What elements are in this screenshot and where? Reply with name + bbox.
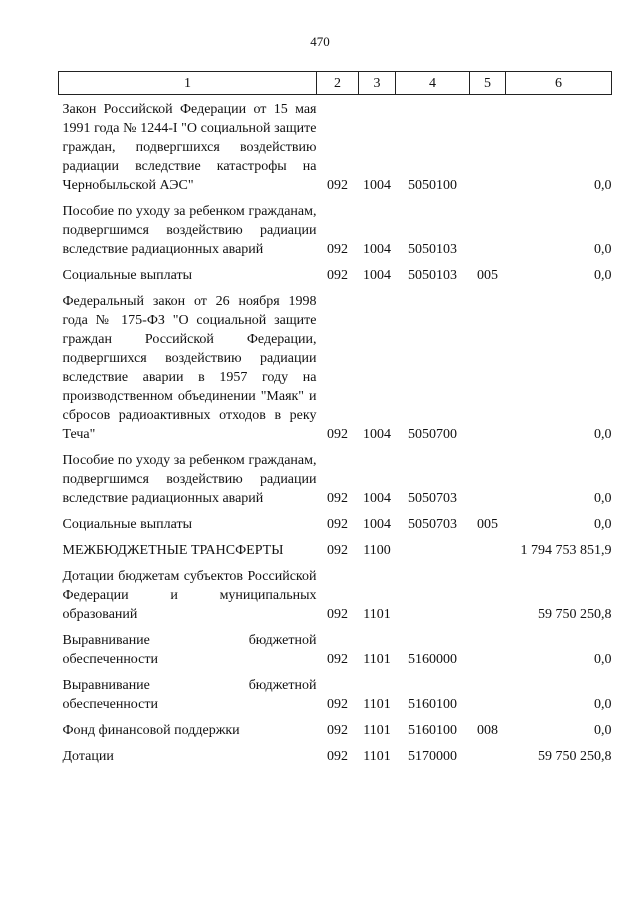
amount: 1 794 753 851,9	[520, 543, 612, 558]
ministry-code: 092	[327, 427, 348, 442]
table-row	[59, 626, 612, 671]
target-code: 5050103	[408, 268, 457, 283]
target-code	[396, 536, 470, 562]
target-code: 5050700	[408, 427, 457, 442]
table-body	[59, 95, 612, 769]
table-row	[59, 446, 612, 510]
amount: 59 750 250,8	[538, 749, 612, 764]
ministry-code: 092	[327, 242, 348, 257]
amount: 0,0	[594, 517, 612, 532]
budget-table	[58, 71, 612, 768]
target-code	[396, 562, 470, 626]
type-code	[470, 95, 506, 198]
ministry-code: 092	[327, 178, 348, 193]
amount: 0,0	[594, 427, 612, 442]
ministry-code: 092	[327, 491, 348, 506]
section-code: 1004	[363, 178, 391, 193]
amount: 0,0	[594, 242, 612, 257]
header-cell: 5	[470, 72, 506, 95]
ministry-code: 092	[327, 749, 348, 764]
target-code: 5050703	[408, 491, 457, 506]
item-name: Социальные выплаты	[62, 517, 193, 532]
header-cell: 1	[59, 72, 317, 95]
table-row	[59, 742, 612, 768]
type-code: 008	[477, 723, 498, 738]
section-code: 1101	[363, 652, 391, 667]
header-cell: 4	[396, 72, 470, 95]
item-name: Пособие по уходу за ребенком гражданам, подвергшимся воздействию радиации вследствие радиационных аварий	[62, 204, 317, 257]
table-row	[59, 95, 612, 198]
table-row	[59, 510, 612, 536]
ministry-code: 092	[327, 543, 348, 558]
item-name: Дотации бюджетам субъектов Российской Федерации и муниципальных образований	[62, 569, 317, 622]
item-name: Выравнивание бюджетной обеспеченности	[62, 633, 317, 667]
amount: 59 750 250,8	[538, 607, 612, 622]
item-name: Федеральный закон от 26 ноября 1998 года № 175-ФЗ "О социальной защите граждан Российской Федерации, подвергшихся воздействию радиации вследствие аварии в 1957 году на производственном объединении "Маяк" и сбросов радиоактивных отходов в реку Теча"	[62, 294, 317, 442]
item-name: Дотации	[62, 749, 114, 764]
section-code: 1004	[363, 491, 391, 506]
amount: 0,0	[594, 723, 612, 738]
target-code: 5050100	[408, 178, 457, 193]
type-code	[470, 742, 506, 768]
section-code: 1101	[363, 749, 391, 764]
table-row	[59, 287, 612, 446]
section-code: 1004	[363, 268, 391, 283]
item-name: Фонд финансовой поддержки	[62, 723, 240, 738]
ministry-code: 092	[327, 607, 348, 622]
type-code	[470, 671, 506, 716]
header-cell: 3	[359, 72, 396, 95]
item-name: Пособие по уходу за ребенком гражданам, подвергшимся воздействию радиации вследствие радиационных аварий	[62, 453, 317, 506]
section-code: 1101	[363, 697, 391, 712]
section-code: 1101	[363, 723, 391, 738]
ministry-code: 092	[327, 723, 348, 738]
section-code: 1101	[363, 607, 391, 622]
table-row	[59, 261, 612, 287]
table-row	[59, 197, 612, 261]
ministry-code: 092	[327, 268, 348, 283]
target-code: 5160100	[408, 723, 457, 738]
header-cell: 2	[317, 72, 359, 95]
section-code: 1004	[363, 427, 391, 442]
type-code: 005	[477, 517, 498, 532]
amount: 0,0	[594, 652, 612, 667]
page-number: 470	[310, 34, 330, 49]
type-code	[470, 287, 506, 446]
section-code: 1004	[363, 242, 391, 257]
table-row	[59, 671, 612, 716]
amount: 0,0	[594, 178, 612, 193]
table-row	[59, 536, 612, 562]
amount: 0,0	[594, 697, 612, 712]
type-code	[470, 536, 506, 562]
ministry-code: 092	[327, 652, 348, 667]
ministry-code: 092	[327, 697, 348, 712]
amount: 0,0	[594, 491, 612, 506]
item-name: МЕЖБЮДЖЕТНЫЕ ТРАНСФЕРТЫ	[62, 543, 284, 558]
table-row	[59, 562, 612, 626]
target-code: 5170000	[408, 749, 457, 764]
table-row	[59, 716, 612, 742]
section-code: 1004	[363, 517, 391, 532]
type-code	[470, 562, 506, 626]
target-code: 5050103	[408, 242, 457, 257]
target-code: 5160000	[408, 652, 457, 667]
target-code: 5050703	[408, 517, 457, 532]
target-code: 5160100	[408, 697, 457, 712]
header-row	[59, 72, 612, 95]
item-name: Выравнивание бюджетной обеспеченности	[62, 678, 317, 712]
item-name: Закон Российской Федерации от 15 мая 1991 года № 1244-I "О социальной защите граждан, подвергшихся воздействию радиации вследствие катастрофы на Чернобыльской АЭС"	[62, 102, 317, 193]
type-code	[470, 197, 506, 261]
type-code	[470, 446, 506, 510]
type-code: 005	[477, 268, 498, 283]
type-code	[470, 626, 506, 671]
ministry-code: 092	[327, 517, 348, 532]
item-name: Социальные выплаты	[62, 268, 193, 283]
section-code: 1100	[363, 543, 391, 558]
header-cell: 6	[506, 72, 612, 95]
amount: 0,0	[594, 268, 612, 283]
